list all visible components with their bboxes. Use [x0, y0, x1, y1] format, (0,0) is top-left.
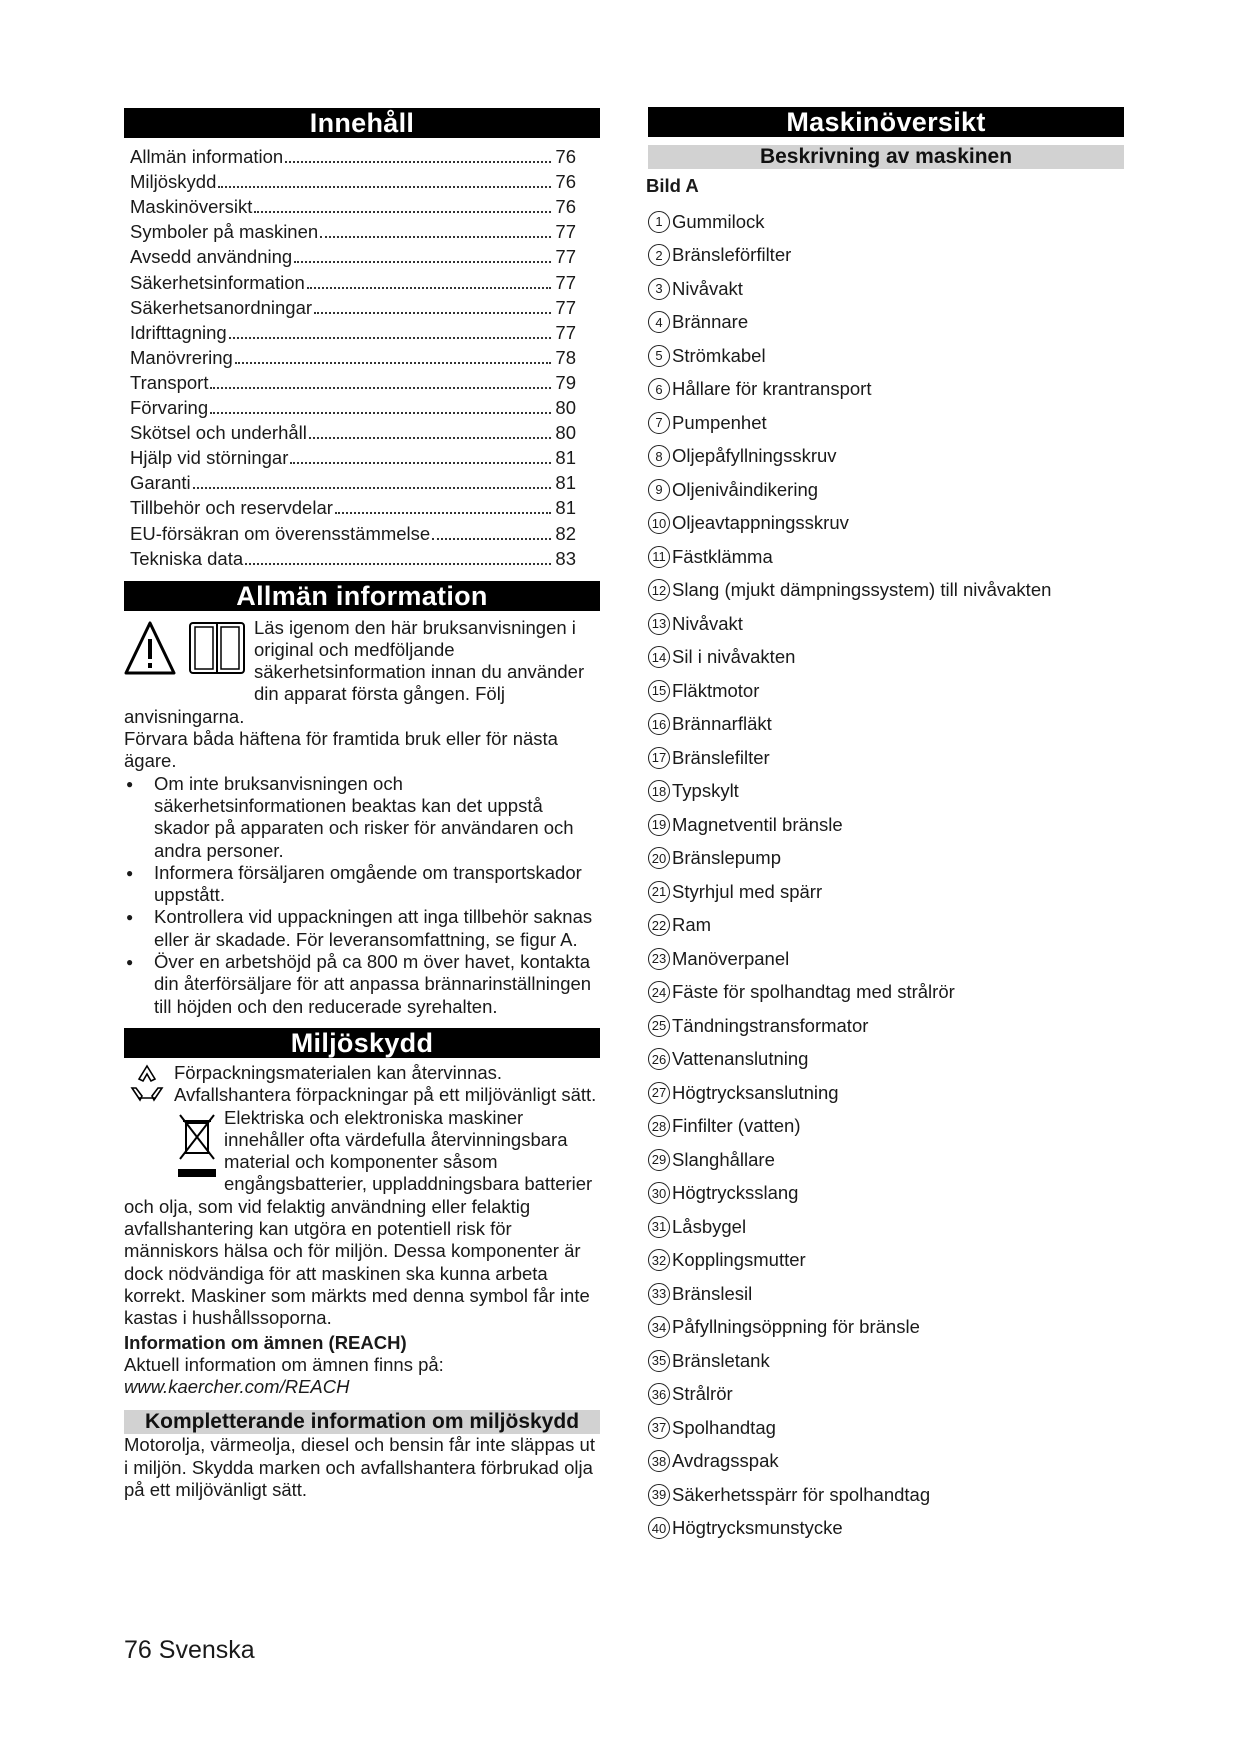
environment-heading: Miljöskydd — [124, 1028, 600, 1058]
part-label: Avdragsspak — [672, 1450, 779, 1472]
part-number-badge: 23 — [648, 948, 670, 970]
part-number-badge: 34 — [648, 1316, 670, 1338]
toc-entry-label: Säkerhetsanordningar — [130, 296, 313, 318]
part-number-badge: 38 — [648, 1450, 670, 1472]
part-label: Bränslepump — [672, 847, 782, 869]
part-item — [648, 205, 1124, 239]
crossed-bin-icon — [174, 1107, 224, 1193]
toc-entry-page: 82 — [555, 522, 576, 544]
toc-entry-page: 79 — [555, 371, 576, 393]
part-item — [648, 406, 1124, 440]
part-number-badge: 6 — [648, 378, 670, 400]
part-label: Sil i nivåvakten — [672, 646, 796, 668]
part-item — [648, 875, 1124, 909]
part-number-badge: 28 — [648, 1115, 670, 1137]
toc-entry-label: Tillbehör och reservdelar — [130, 497, 333, 519]
toc-entry[interactable] — [130, 269, 576, 294]
general-keep-text: Förvara båda häftena för framtida bruk eller för nästa ägare. — [124, 728, 558, 772]
part-number-badge: 31 — [648, 1216, 670, 1238]
left-column — [124, 108, 600, 1501]
part-number-badge: 39 — [648, 1484, 670, 1506]
part-item — [648, 1210, 1124, 1244]
part-number-badge: 26 — [648, 1048, 670, 1070]
toc-leader-dots — [210, 387, 551, 389]
part-item — [648, 574, 1124, 608]
part-label: Vattenanslutning — [672, 1048, 809, 1070]
toc-leader-dots — [235, 362, 552, 364]
part-label: Typskylt — [672, 780, 739, 802]
part-item — [648, 1277, 1124, 1311]
part-label: Strålrör — [672, 1383, 733, 1405]
bullet-item: ● Över en arbetshöjd på ca 800 m över havet, kontakta din återförsäljare för att anpassa brännarinställningen till höjden och den reducerade syrehalten. — [124, 951, 600, 1018]
toc-entry-page: 77 — [555, 296, 576, 318]
part-item — [648, 708, 1124, 742]
part-number-badge: 1 — [648, 211, 670, 233]
toc-entry-page: 77 — [555, 321, 576, 343]
right-column — [648, 107, 1124, 1545]
bullet-item: ● Informera försäljaren omgående om transportskador uppstått. — [124, 862, 600, 907]
general-heading: Allmän information — [124, 581, 600, 611]
part-number-badge: 12 — [648, 579, 670, 601]
toc-entry[interactable] — [130, 144, 576, 169]
toc-entry-page: 81 — [555, 447, 576, 469]
toc-leader-dots — [294, 261, 551, 263]
part-item — [648, 1143, 1124, 1177]
part-number-badge: 11 — [648, 546, 670, 568]
part-label: Högtrycksmunstycke — [672, 1517, 843, 1539]
part-number-badge: 22 — [648, 914, 670, 936]
extra-env-text: Motorolja, värmeolja, diesel och bensin får inte släppas ut i miljön. Skydda marken och avfallshantera förbrukad olja på ett miljövänligt sätt. — [124, 1434, 595, 1500]
reach-paragraph — [124, 1354, 600, 1399]
part-item — [648, 239, 1124, 273]
part-number-badge: 36 — [648, 1383, 670, 1405]
recycle-icon — [124, 1062, 174, 1107]
toc-leader-dots — [307, 287, 552, 289]
part-number-badge: 3 — [648, 278, 670, 300]
part-label: Magnetventil bränsle — [672, 813, 843, 835]
part-item — [648, 540, 1124, 574]
toc-entry-label: Säkerhetsinformation — [130, 271, 305, 293]
toc-leader-dots — [290, 462, 551, 464]
part-number-badge: 4 — [648, 311, 670, 333]
part-number-badge: 33 — [648, 1283, 670, 1305]
toc-leader-dots — [285, 161, 551, 163]
toc-entry-label: Avsedd användning — [130, 246, 293, 268]
part-number-badge: 30 — [648, 1182, 670, 1204]
part-item — [648, 373, 1124, 407]
part-number-badge: 24 — [648, 981, 670, 1003]
part-number-badge: 17 — [648, 747, 670, 769]
footer-language: Svenska — [158, 1636, 255, 1664]
toc-entry[interactable] — [130, 520, 576, 545]
part-item — [648, 1378, 1124, 1412]
weee-text: Elektriska och elektroniska maskiner innehåller ofta värdefulla återvinningsbara material och komponenter såsom engångsbatterier, uppladdningsbara batterier och olja, som vid felaktig användning eller felaktig avfallshantering kan utgöra en potentiell risk för människors hälsa och för miljön. Dessa komponenter är dock nödvändiga för att maskinen ska kunna arbeta korrekt. Maskiner som märkts med denna symbol får inte kastas i hushållssoporna. — [124, 1106, 593, 1329]
part-label: Fläktmotor — [672, 679, 760, 701]
part-label: Oljeavtappningsskruv — [672, 512, 849, 534]
part-item — [648, 976, 1124, 1010]
warning-triangle-icon — [126, 623, 174, 673]
toc-entry-page: 77 — [555, 271, 576, 293]
toc-leader-dots — [254, 211, 551, 213]
part-number-badge: 18 — [648, 780, 670, 802]
toc-entry-page: 76 — [555, 196, 576, 218]
part-label: Gummilock — [672, 210, 765, 232]
toc-entry-label: Miljöskydd — [130, 171, 217, 193]
environment-block — [124, 1062, 600, 1398]
toc-entry-label: Garanti — [130, 472, 191, 494]
part-item — [648, 641, 1124, 675]
part-number-badge: 25 — [648, 1015, 670, 1037]
recycle-text: Förpackningsmaterialen kan återvinnas. Avfallshantera förpackningar på ett miljövänligt sätt. — [174, 1061, 597, 1106]
toc-entry-label: Hjälp vid störningar — [130, 447, 289, 469]
toc-entry-page: 78 — [555, 346, 576, 368]
part-item — [648, 1411, 1124, 1445]
part-label: Högtrycksanslutning — [672, 1081, 839, 1103]
toc-list — [130, 144, 576, 571]
part-label: Kopplingsmutter — [672, 1249, 806, 1271]
general-intro-text: Läs igenom den här bruksanvisningen i original och medföljande säkerhetsinformation innan du använder din apparat första gången. Följ anvisningarna. — [124, 616, 585, 727]
toc-entry-label: Transport — [130, 371, 209, 393]
toc-entry[interactable] — [130, 345, 576, 370]
toc-entry-page: 80 — [555, 397, 576, 419]
part-number-badge: 32 — [648, 1249, 670, 1271]
part-number-badge: 2 — [648, 244, 670, 266]
manual-book-icon — [190, 623, 244, 673]
part-label: Låsbygel — [672, 1215, 747, 1237]
toc-entry-label: Allmän information — [130, 146, 284, 168]
part-number-badge: 40 — [648, 1517, 670, 1539]
part-label: Tändningstransformator — [672, 1014, 869, 1036]
part-label: Nivåvakt — [672, 277, 743, 299]
toc-entry[interactable] — [130, 194, 576, 219]
part-label: Påfyllningsöppning för bränsle — [672, 1316, 920, 1338]
part-item — [648, 1311, 1124, 1345]
toc-entry-page: 80 — [555, 422, 576, 444]
part-item — [648, 1177, 1124, 1211]
toc-entry-label: Idrifttagning — [130, 321, 227, 343]
part-item — [648, 1344, 1124, 1378]
part-label: Oljepåfyllningsskruv — [672, 445, 837, 467]
toc-entry[interactable] — [130, 244, 576, 269]
general-intro-block — [124, 617, 600, 1018]
toc-entry[interactable] — [130, 295, 576, 320]
part-label: Slanghållare — [672, 1148, 775, 1170]
page-footer — [124, 1636, 255, 1665]
part-label: Bränslefilter — [672, 746, 770, 768]
part-label: Bränsletank — [672, 1349, 770, 1371]
part-item — [648, 775, 1124, 809]
toc-entry[interactable] — [130, 420, 576, 445]
part-item — [648, 1110, 1124, 1144]
part-number-badge: 29 — [648, 1149, 670, 1171]
part-number-badge: 19 — [648, 814, 670, 836]
overview-heading: Maskinöversikt — [648, 107, 1124, 137]
toc-leader-dots — [210, 412, 551, 414]
toc-entry-page: 83 — [555, 547, 576, 569]
part-number-badge: 14 — [648, 646, 670, 668]
part-number-badge: 37 — [648, 1417, 670, 1439]
part-label: Strömkabel — [672, 344, 766, 366]
part-item — [648, 741, 1124, 775]
part-number-badge: 9 — [648, 479, 670, 501]
toc-leader-dots — [432, 538, 551, 540]
toc-entry[interactable] — [130, 495, 576, 520]
toc-entry[interactable] — [130, 219, 576, 244]
part-item — [648, 808, 1124, 842]
bullet-item: ● Om inte bruksanvisningen och säkerhetsinformationen beaktas kan det uppstå skador på apparaten och risker för användaren och andra personer. — [124, 773, 600, 862]
part-label: Styrhjul med spärr — [672, 880, 823, 902]
reach-title: Information om ämnen (REACH) — [124, 1331, 407, 1353]
part-item — [648, 674, 1124, 708]
part-label: Oljenivåindikering — [672, 478, 819, 500]
toc-entry-label: Maskinöversikt — [130, 196, 253, 218]
toc-leader-dots — [245, 563, 551, 565]
toc-entry-label: EU-försäkran om överensstämmelse — [130, 522, 431, 544]
part-number-badge: 27 — [648, 1082, 670, 1104]
part-item — [648, 1244, 1124, 1278]
overview-subheading: Beskrivning av maskinen — [648, 145, 1124, 169]
part-item — [648, 1445, 1124, 1479]
toc-entry[interactable] — [130, 546, 576, 571]
part-label: Fästklämma — [672, 545, 773, 567]
toc-entry-page: 81 — [555, 497, 576, 519]
part-label: Brännarfläkt — [672, 713, 772, 735]
part-number-badge: 16 — [648, 713, 670, 735]
part-item — [648, 842, 1124, 876]
part-number-badge: 13 — [648, 613, 670, 635]
part-item — [648, 1043, 1124, 1077]
reach-link[interactable]: www.kaercher.com/REACH — [124, 1376, 350, 1398]
part-item — [648, 1009, 1124, 1043]
toc-leader-dots — [314, 312, 551, 314]
part-label: Hållare för krantransport — [672, 378, 872, 400]
part-label: Högtrycksslang — [672, 1182, 799, 1204]
toc-entry-page: 81 — [555, 472, 576, 494]
toc-leader-dots — [193, 487, 552, 489]
part-item — [648, 607, 1124, 641]
extra-env-heading: Kompletterande information om miljöskydd — [124, 1410, 600, 1434]
part-number-badge: 8 — [648, 445, 670, 467]
part-item — [648, 942, 1124, 976]
part-item — [648, 1478, 1124, 1512]
toc-leader-dots — [320, 236, 551, 238]
bullet-item: ● Kontrollera vid uppackningen att inga tillbehör saknas eller är skadade. För leveransomfattning, se figur A. — [124, 906, 600, 951]
toc-leader-dots — [335, 512, 552, 514]
toc-entry[interactable] — [130, 470, 576, 495]
toc-heading: Innehåll — [124, 108, 600, 138]
toc-entry[interactable] — [130, 395, 576, 420]
part-number-badge: 15 — [648, 680, 670, 702]
toc-leader-dots — [229, 337, 552, 339]
part-item — [648, 507, 1124, 541]
part-item — [648, 473, 1124, 507]
part-item — [648, 1076, 1124, 1110]
toc-entry-label: Manövrering — [130, 346, 233, 368]
part-item — [648, 440, 1124, 474]
part-item — [648, 1512, 1124, 1546]
figure-label: Bild A — [646, 175, 699, 196]
part-item — [648, 306, 1124, 340]
toc-entry-label: Tekniska data — [130, 547, 244, 569]
toc-entry-page: 77 — [555, 246, 576, 268]
part-label: Slang (mjukt dämpningssystem) till nivåvakten — [672, 579, 1052, 601]
toc-entry-page: 76 — [555, 146, 576, 168]
part-label: Bränsleförfilter — [672, 244, 792, 266]
part-number-badge: 20 — [648, 847, 670, 869]
part-label: Bränslesil — [672, 1282, 753, 1304]
toc-leader-dots — [218, 186, 551, 188]
toc-entry-page: 77 — [555, 221, 576, 243]
part-label: Nivåvakt — [672, 612, 743, 634]
toc-entry-label: Symboler på maskinen — [130, 221, 319, 243]
reach-text: Aktuell information om ämnen finns på: — [124, 1353, 444, 1375]
part-label: Säkerhetsspärr för spolhandtag — [672, 1483, 931, 1505]
footer-page-number: 76 — [124, 1636, 152, 1664]
toc-entry[interactable] — [130, 370, 576, 395]
part-item — [648, 339, 1124, 373]
part-number-badge: 35 — [648, 1350, 670, 1372]
part-label: Fäste för spolhandtag med strålrör — [672, 981, 955, 1003]
toc-entry[interactable] — [130, 320, 576, 345]
part-label: Spolhandtag — [672, 1416, 776, 1438]
part-label: Finfilter (vatten) — [672, 1115, 801, 1137]
toc-entry-label: Skötsel och underhåll — [130, 422, 307, 444]
warning-manual-icons — [124, 617, 254, 685]
part-number-badge: 10 — [648, 512, 670, 534]
toc-entry[interactable] — [130, 445, 576, 470]
toc-leader-dots — [309, 437, 552, 439]
part-label: Pumpenhet — [672, 411, 767, 433]
part-label: Ram — [672, 914, 712, 936]
general-bullets — [124, 773, 600, 1018]
part-item — [648, 272, 1124, 306]
toc-entry-label: Förvaring — [130, 397, 209, 419]
part-number-badge: 5 — [648, 345, 670, 367]
toc-entry-page: 76 — [555, 171, 576, 193]
part-number-badge: 21 — [648, 881, 670, 903]
part-number-badge: 7 — [648, 412, 670, 434]
part-label: Brännare — [672, 311, 749, 333]
part-item — [648, 909, 1124, 943]
toc-entry[interactable] — [130, 169, 576, 194]
part-label: Manöverpanel — [672, 947, 790, 969]
parts-list — [648, 205, 1124, 1545]
